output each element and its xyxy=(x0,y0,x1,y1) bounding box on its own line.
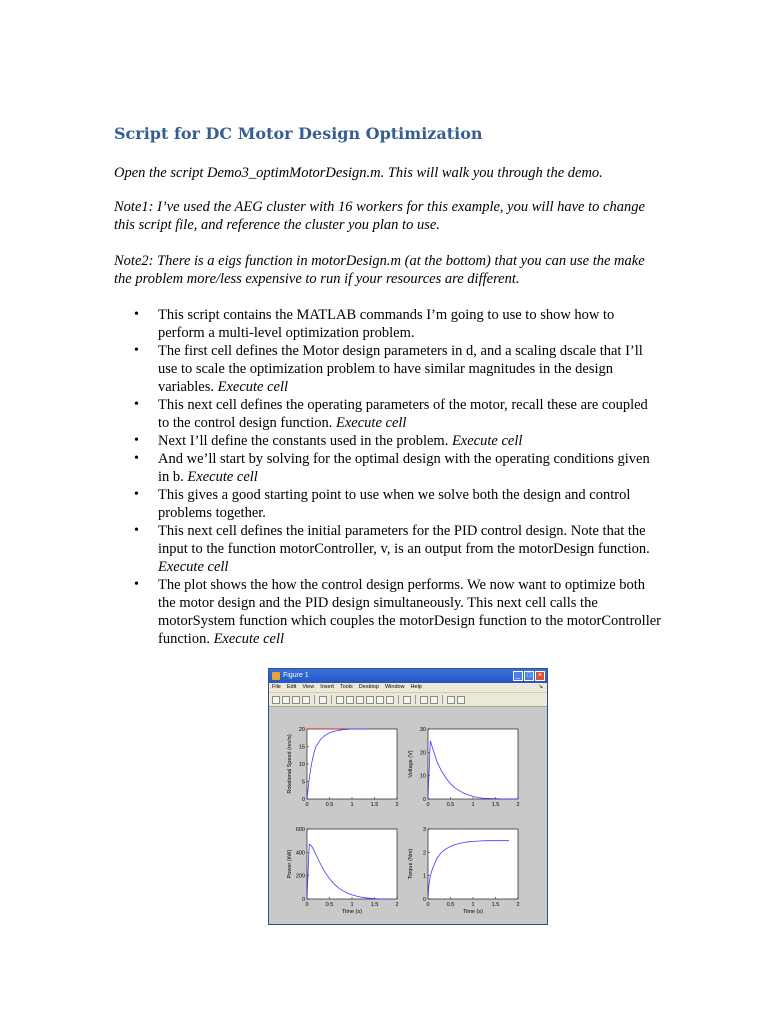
y-tick-label: 2 xyxy=(422,850,426,857)
x-tick-label: 1 xyxy=(471,902,475,908)
x-tick-label: 2 xyxy=(516,902,520,908)
list-item-text: This next cell defines the initial parameters for the PID control design. Note that the input to the function motorController, v, is an output from the motorDesign function. xyxy=(158,523,650,557)
x-tick-label: 1 xyxy=(471,802,475,808)
y-tick-label: 200 xyxy=(295,873,305,880)
menu-tools[interactable]: Tools xyxy=(339,684,353,690)
x-tick-label: 1 xyxy=(350,802,354,808)
menu-file[interactable]: File xyxy=(272,684,281,690)
bullet-icon: • xyxy=(134,343,139,358)
x-tick-label: 0 xyxy=(426,802,430,808)
y-tick-label: 10 xyxy=(298,762,305,768)
x-tick-label: 0 xyxy=(305,902,309,908)
bullet-icon: • xyxy=(134,487,139,502)
x-tick-label: 0.5 xyxy=(325,902,334,908)
x-tick-label: 1.5 xyxy=(370,902,379,908)
note2-paragraph: Note2: There is a eigs function in motorDesign.m (at the bottom) that you can use the make the problem more/less expensive to run if your resources are different. xyxy=(114,253,645,287)
plot-axes-4 xyxy=(428,829,518,899)
note1-paragraph: Note1: I’ve used the AEG cluster with 16 workers for this example, you will have to change this script file, and reference the cluster you plan to use. xyxy=(114,199,645,233)
y-tick-label: 30 xyxy=(419,727,426,733)
list-item-text: This next cell defines the operating parameters of the motor, recall these are coupled to the control design function. xyxy=(158,397,648,431)
menu-edit[interactable]: Edit xyxy=(286,684,297,690)
list-item-text: The plot shows the how the control design performs. We now want to optimize both the motor design and the PID design simultaneously. This next cell calls the motorSystem function which couples the motorDesign function to the motorController function. xyxy=(158,577,661,647)
figure-toolbar xyxy=(269,692,547,707)
figure-plots xyxy=(269,707,547,924)
bullet-icon: • xyxy=(134,307,139,322)
y-tick-label: 600 xyxy=(295,827,305,833)
toolbar-separator xyxy=(331,695,332,704)
list-item-text: The first cell defines the Motor design parameters in d, and a scaling dscale that I’ll use to scale the optimization problem to have similar magnitudes in the design variables. xyxy=(158,343,643,395)
menu-help[interactable]: Help xyxy=(410,684,422,690)
plot-axes-2 xyxy=(428,729,518,799)
open-file-icon[interactable] xyxy=(282,696,290,704)
brush-icon[interactable] xyxy=(386,696,394,704)
link-icon[interactable] xyxy=(403,696,411,704)
menu-view[interactable]: View xyxy=(302,684,315,690)
y-tick-label: 20 xyxy=(298,727,305,733)
hide-tools-icon[interactable] xyxy=(447,696,455,704)
menu-desktop[interactable]: Desktop xyxy=(358,684,379,690)
y-tick-label: 400 xyxy=(295,850,305,857)
minimize-button[interactable]: _ xyxy=(513,671,523,681)
list-item xyxy=(114,486,662,522)
bullet-icon: • xyxy=(134,577,139,592)
x-tick-label: 0 xyxy=(426,902,430,908)
list-item xyxy=(114,450,662,486)
y-axis-label: Rotational Speed (rev/s) xyxy=(287,734,293,794)
bullet-icon: • xyxy=(134,433,139,448)
list-item-italic: Execute cell xyxy=(187,469,258,485)
list-item xyxy=(114,342,662,396)
y-tick-label: 5 xyxy=(301,779,305,786)
toolbar-separator xyxy=(415,695,416,704)
show-tools-icon[interactable] xyxy=(457,696,465,704)
y-axis-label: Voltage (V) xyxy=(408,750,414,778)
y-axis-label: Power (kW) xyxy=(287,849,293,879)
x-tick-label: 0.5 xyxy=(446,902,455,908)
legend-icon[interactable] xyxy=(430,696,438,704)
y-axis-label: Torque (Nm) xyxy=(408,848,414,880)
list-item-text: Next I’ll define the constants used in the problem. xyxy=(158,433,452,449)
x-tick-label: 0.5 xyxy=(446,802,455,808)
rotate-icon[interactable] xyxy=(366,696,374,704)
bullet-icon: • xyxy=(134,523,139,538)
list-item-text: This gives a good starting point to use when we solve both the design and control problems together. xyxy=(158,487,631,521)
list-item-italic: Execute cell xyxy=(336,415,407,431)
x-tick-label: 0 xyxy=(305,802,309,808)
list-item xyxy=(114,306,662,342)
list-item xyxy=(114,396,662,432)
menu-window[interactable]: Window xyxy=(384,684,405,690)
data-cursor-icon[interactable] xyxy=(376,696,384,704)
list-item xyxy=(114,576,662,648)
y-tick-label: 20 xyxy=(419,750,426,757)
x-axis-label: Time (s) xyxy=(463,909,483,915)
y-tick-label: 1 xyxy=(422,873,426,880)
zoom-out-icon[interactable] xyxy=(346,696,354,704)
x-tick-label: 2 xyxy=(395,802,399,808)
matlab-icon xyxy=(272,672,280,680)
y-tick-label: 0 xyxy=(422,797,426,803)
x-tick-label: 1.5 xyxy=(491,802,500,808)
x-axis-label: Time (s) xyxy=(342,909,362,915)
colorbar-icon[interactable] xyxy=(420,696,428,704)
y-tick-label: 10 xyxy=(419,773,426,780)
bullet-icon: • xyxy=(134,451,139,466)
maximize-button[interactable]: □ xyxy=(524,671,534,681)
y-tick-label: 15 xyxy=(298,744,305,751)
list-item xyxy=(114,432,662,450)
figure-window xyxy=(268,668,548,925)
print-icon[interactable] xyxy=(302,696,310,704)
dock-arrow-icon[interactable]: ↘ xyxy=(538,684,543,690)
new-figure-icon[interactable] xyxy=(272,696,280,704)
list-item xyxy=(114,522,662,576)
y-tick-label: 0 xyxy=(301,897,305,903)
toolbar-separator xyxy=(314,695,315,704)
pan-icon[interactable] xyxy=(356,696,364,704)
list-item-text: This script contains the MATLAB commands I’m going to use to show how to perform a multi-level optimization problem. xyxy=(158,307,615,341)
y-tick-label: 0 xyxy=(301,797,305,803)
toolbar-separator xyxy=(398,695,399,704)
toolbar-separator xyxy=(442,695,443,704)
x-tick-label: 1 xyxy=(350,902,354,908)
x-tick-label: 0.5 xyxy=(325,802,334,808)
figure-title: Figure 1 xyxy=(283,672,309,679)
instruction-list xyxy=(114,306,662,648)
save-icon[interactable] xyxy=(292,696,300,704)
x-tick-label: 2 xyxy=(516,802,520,808)
x-tick-label: 2 xyxy=(395,902,399,908)
list-item-italic: Execute cell xyxy=(158,559,229,575)
page-heading: Script for DC Motor Design Optimization xyxy=(114,124,483,143)
y-tick-label: 0 xyxy=(422,897,426,903)
list-item-italic: Execute cell xyxy=(213,631,285,647)
x-tick-label: 1.5 xyxy=(491,902,500,908)
zoom-in-icon[interactable] xyxy=(336,696,344,704)
x-tick-label: 1.5 xyxy=(370,802,379,808)
y-tick-label: 3 xyxy=(422,827,426,833)
intro-paragraph: Open the script Demo3_optimMotorDesign.m. This will walk you through the demo. xyxy=(114,165,603,181)
figure-titlebar xyxy=(269,669,547,683)
figure-menubar xyxy=(269,683,547,692)
bullet-icon: • xyxy=(134,397,139,412)
menu-insert[interactable]: Insert xyxy=(320,684,334,690)
edit-plot-icon[interactable] xyxy=(319,696,327,704)
list-item-italic: Execute cell xyxy=(451,433,523,449)
list-item-italic: Execute cell xyxy=(217,379,289,395)
list-item-text: And we’ll start by solving for the optimal design with the operating conditions given in b. xyxy=(158,451,650,485)
close-button[interactable]: × xyxy=(535,671,545,681)
